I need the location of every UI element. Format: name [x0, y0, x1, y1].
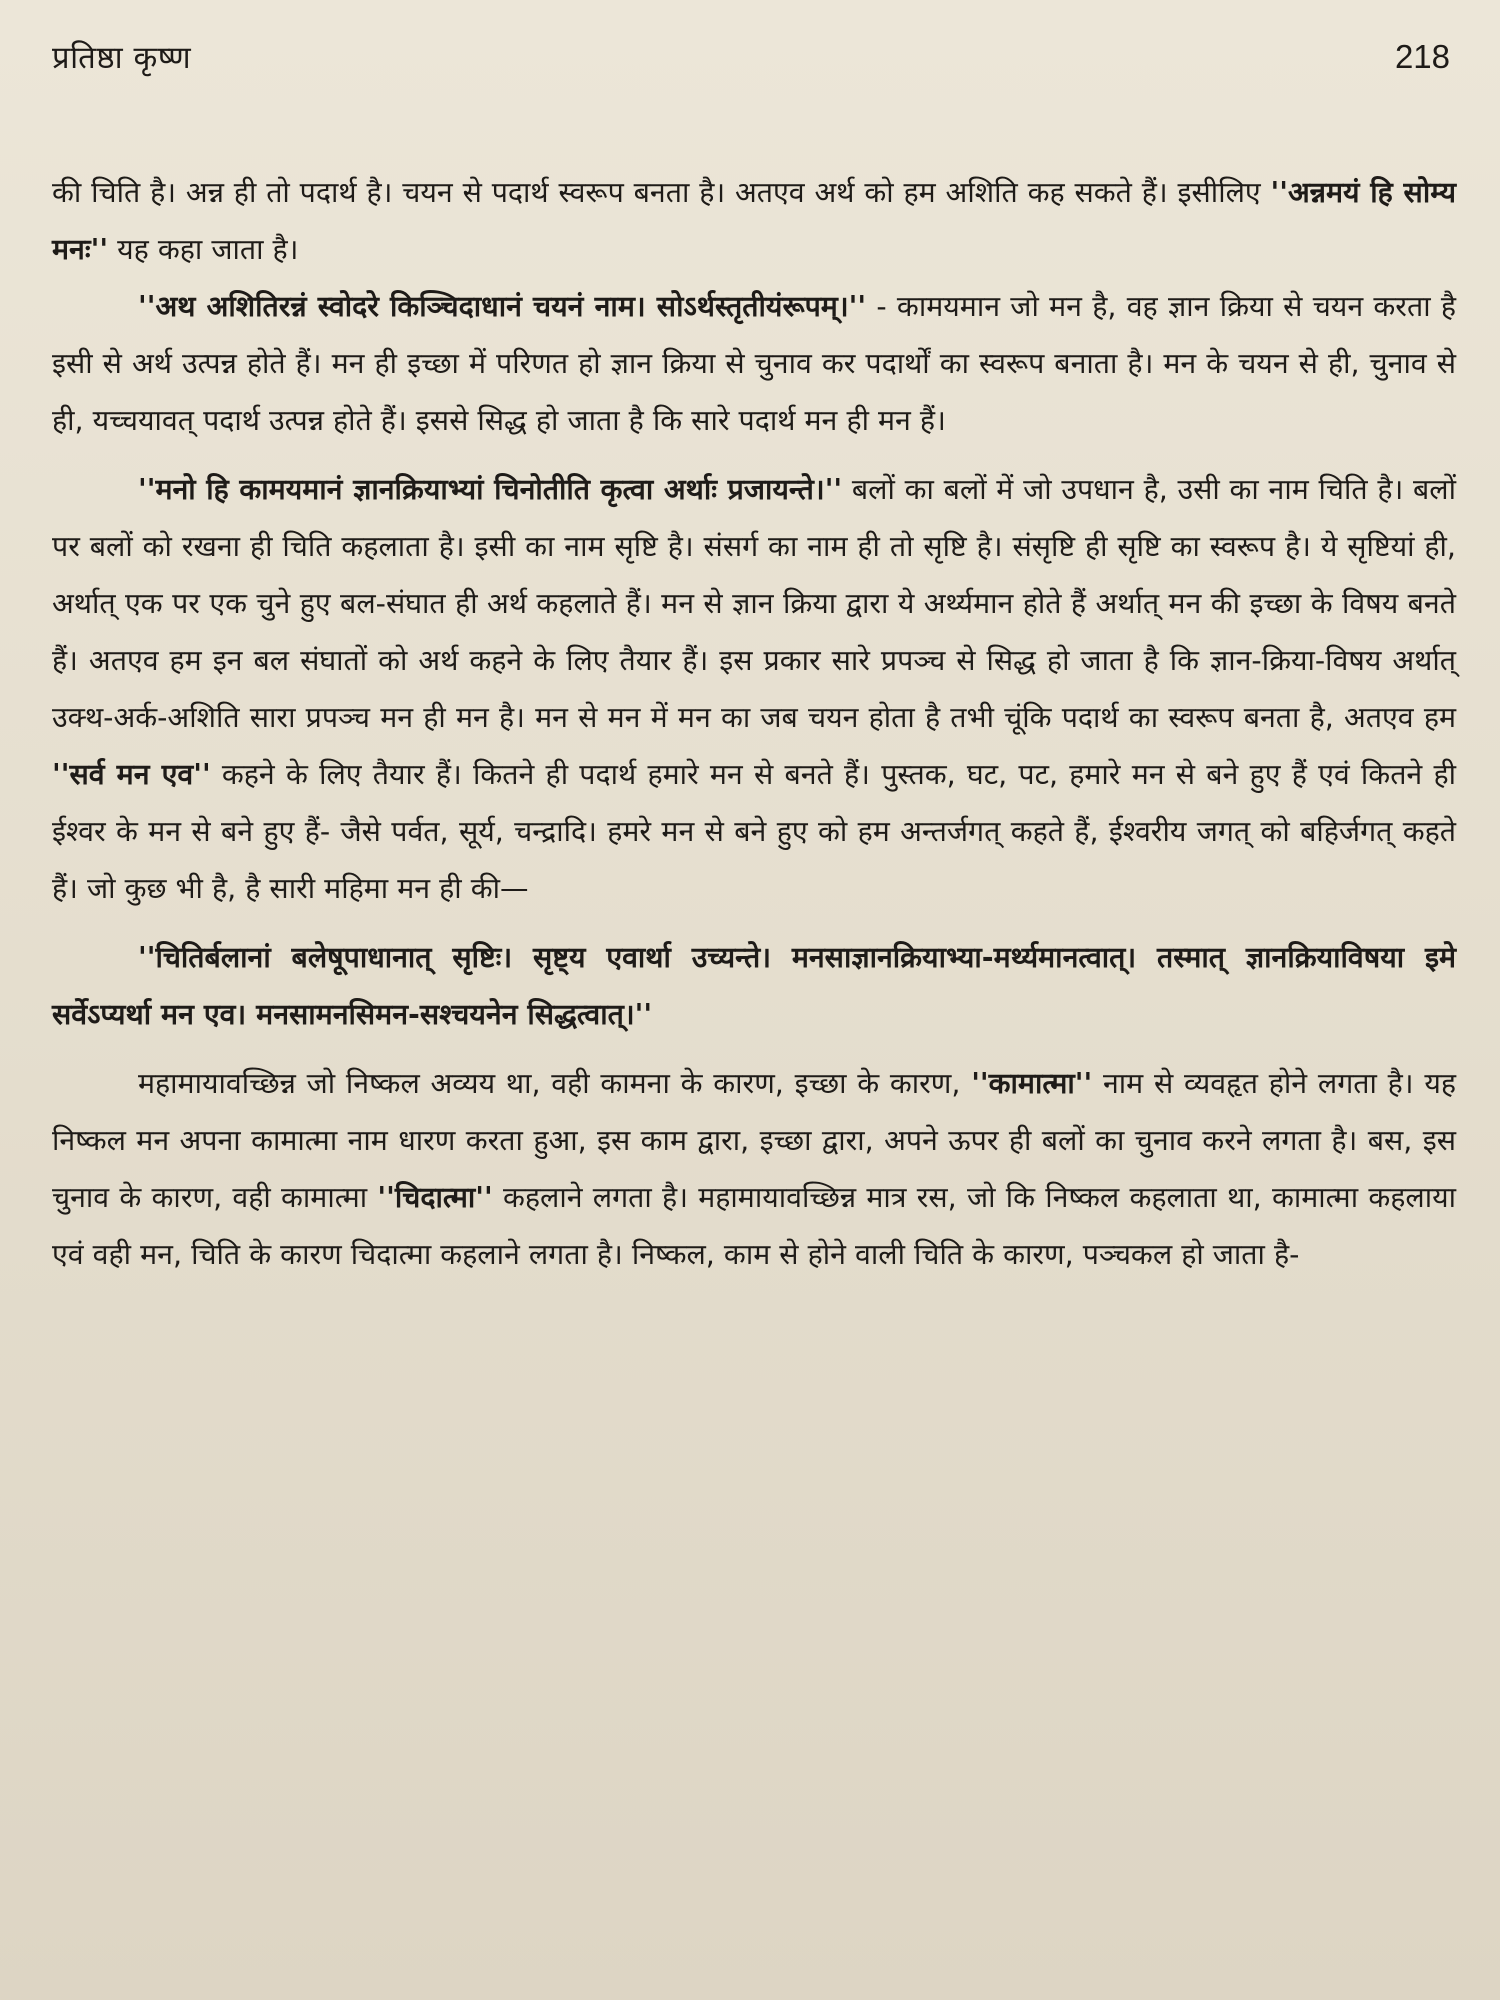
sanskrit-quote: ''मनो हि कामयमानं ज्ञानक्रियाभ्यां चिनोतीति कृत्वा अर्थाः प्रजायन्ते।'' [138, 473, 843, 506]
page-number: 218 [1394, 38, 1450, 75]
paragraph-1 [52, 164, 1456, 278]
text-run: नाम से व्यवहृत होने लगता है। यह निष्कल मन अपना कामात्मा नाम धारण करता हुआ, इस काम द्वारा, इच्छा द्वारा, अपने ऊपर ही बलों का चुनाव करने लगता है। बस, इस चुनाव के कारण, वही कामात्मा [52, 1067, 1456, 1214]
sanskrit-quote: ''चिदात्मा'' [377, 1181, 493, 1214]
text-run: कहलाने लगता है। महामायावच्छिन्न मात्र रस, जो कि निष्कल कहलाता था, कामात्मा कहलाया एवं वही मन, चिति के कारण चिदात्मा कहलाने लगता है। निष्कल, काम से होने वाली चिति के कारण, पञ्चकल हो जाता है- [52, 1181, 1456, 1271]
text-run: यह कहा जाता है। [108, 233, 299, 266]
sanskrit-quote: ''अन्नमयं हि सोम्य मनः'' [52, 176, 1456, 266]
page-header [52, 36, 1456, 108]
paragraph-4-sanskrit-quote: ''चितिर्बलानां बलेषूपाधानात् सृष्टिः। सृष्ट्य एवार्था उच्यन्ते। मनसाज्ञानक्रियाभ्या-मर्थ्यमानत्वात्। तस्मात् ज्ञानक्रियाविषया इमे सर्वेऽप्यर्था मन एव। मनसामनसिमन-सश्चयनेन सिद्धत्वात्।'' [52, 941, 1456, 1031]
text-run: बलों का बलों में जो उपधान है, उसी का नाम चिति है। बलों पर बलों को रखना ही चिति कहलाता है। इसी का नाम सृष्टि है। संसर्ग का नाम ही तो सृष्टि है। संसृष्टि ही सृष्टि का स्वरूप है। ये सृष्टियां ही, अर्थात् एक पर एक चुने हुए बल-संघात ही अर्थ कहलाते हैं। मन से ज्ञान क्रिया द्वारा ये अर्थ्यमान होते हैं अर्थात् मन की इच्छा के विषय बनते हैं। अतएव हम इन बल संघातों को अर्थ कहने के लिए तैयार हैं। इस प्रकार सारे प्रपञ्च से सिद्ध हो जाता है कि ज्ञान-क्रिया-विषय अर्थात् उक्थ-अर्क-अशिति सारा प्रपञ्च मन ही मन है। मन से मन में मन का जब चयन होता है तभी चूंकि पदार्थ का स्वरूप बनता है, अतएव हम [52, 473, 1456, 734]
paragraph-5 [52, 1055, 1456, 1283]
running-head: प्रतिष्ठा कृष्ण [52, 40, 192, 76]
text-run: की चिति है। अन्न ही तो पदार्थ है। चयन से पदार्थ स्वरूप बनता है। अतएव अर्थ को हम अशिति कह सकते हैं। इसीलिए [52, 176, 1271, 209]
text-run: - कामयमान जो मन है, वह ज्ञान क्रिया से चयन करता है इसी से अर्थ उत्पन्न होते हैं। मन ही इच्छा में परिणत हो ज्ञान क्रिया से चुनाव कर पदार्थों का स्वरूप बनाता है। मन के चयन से ही, चुनाव से ही, यच्चयावत् पदार्थ उत्पन्न होते हैं। इससे सिद्ध हो जाता है कि सारे पदार्थ मन ही मन हैं। [52, 290, 1457, 437]
paragraph-2 [52, 278, 1456, 449]
sanskrit-quote: ''सर्व मन एव'' [52, 758, 211, 791]
sanskrit-quote: ''कामात्मा'' [971, 1067, 1093, 1100]
text-run: कहने के लिए तैयार हैं। कितने ही पदार्थ हमारे मन से बनते हैं। पुस्तक, घट, पट, हमारे मन से बने हुए हैं एवं कितने ही ईश्वर के मन से बने हुए हैं- जैसे पर्वत, सूर्य, चन्द्रादि। हमरे मन से बने हुए को हम अन्तर्जगत् कहते हैं, ईश्वरीय जगत् को बहिर्जगत् कहते हैं। जो कुछ भी है, है सारी महिमा मन ही की— [52, 758, 1456, 905]
body-text [52, 164, 1456, 1283]
text-run: महामायावच्छिन्न जो निष्कल अव्यय था, वही कामना के कारण, इच्छा के कारण, [138, 1067, 972, 1100]
sanskrit-quote: ''अथ अशितिरन्नं स्वोदरे किञ्चिदाधानं चयनं नाम। सोऽर्थस्तृतीयंरूपम्।'' [138, 290, 867, 323]
paragraph-3 [52, 461, 1456, 917]
